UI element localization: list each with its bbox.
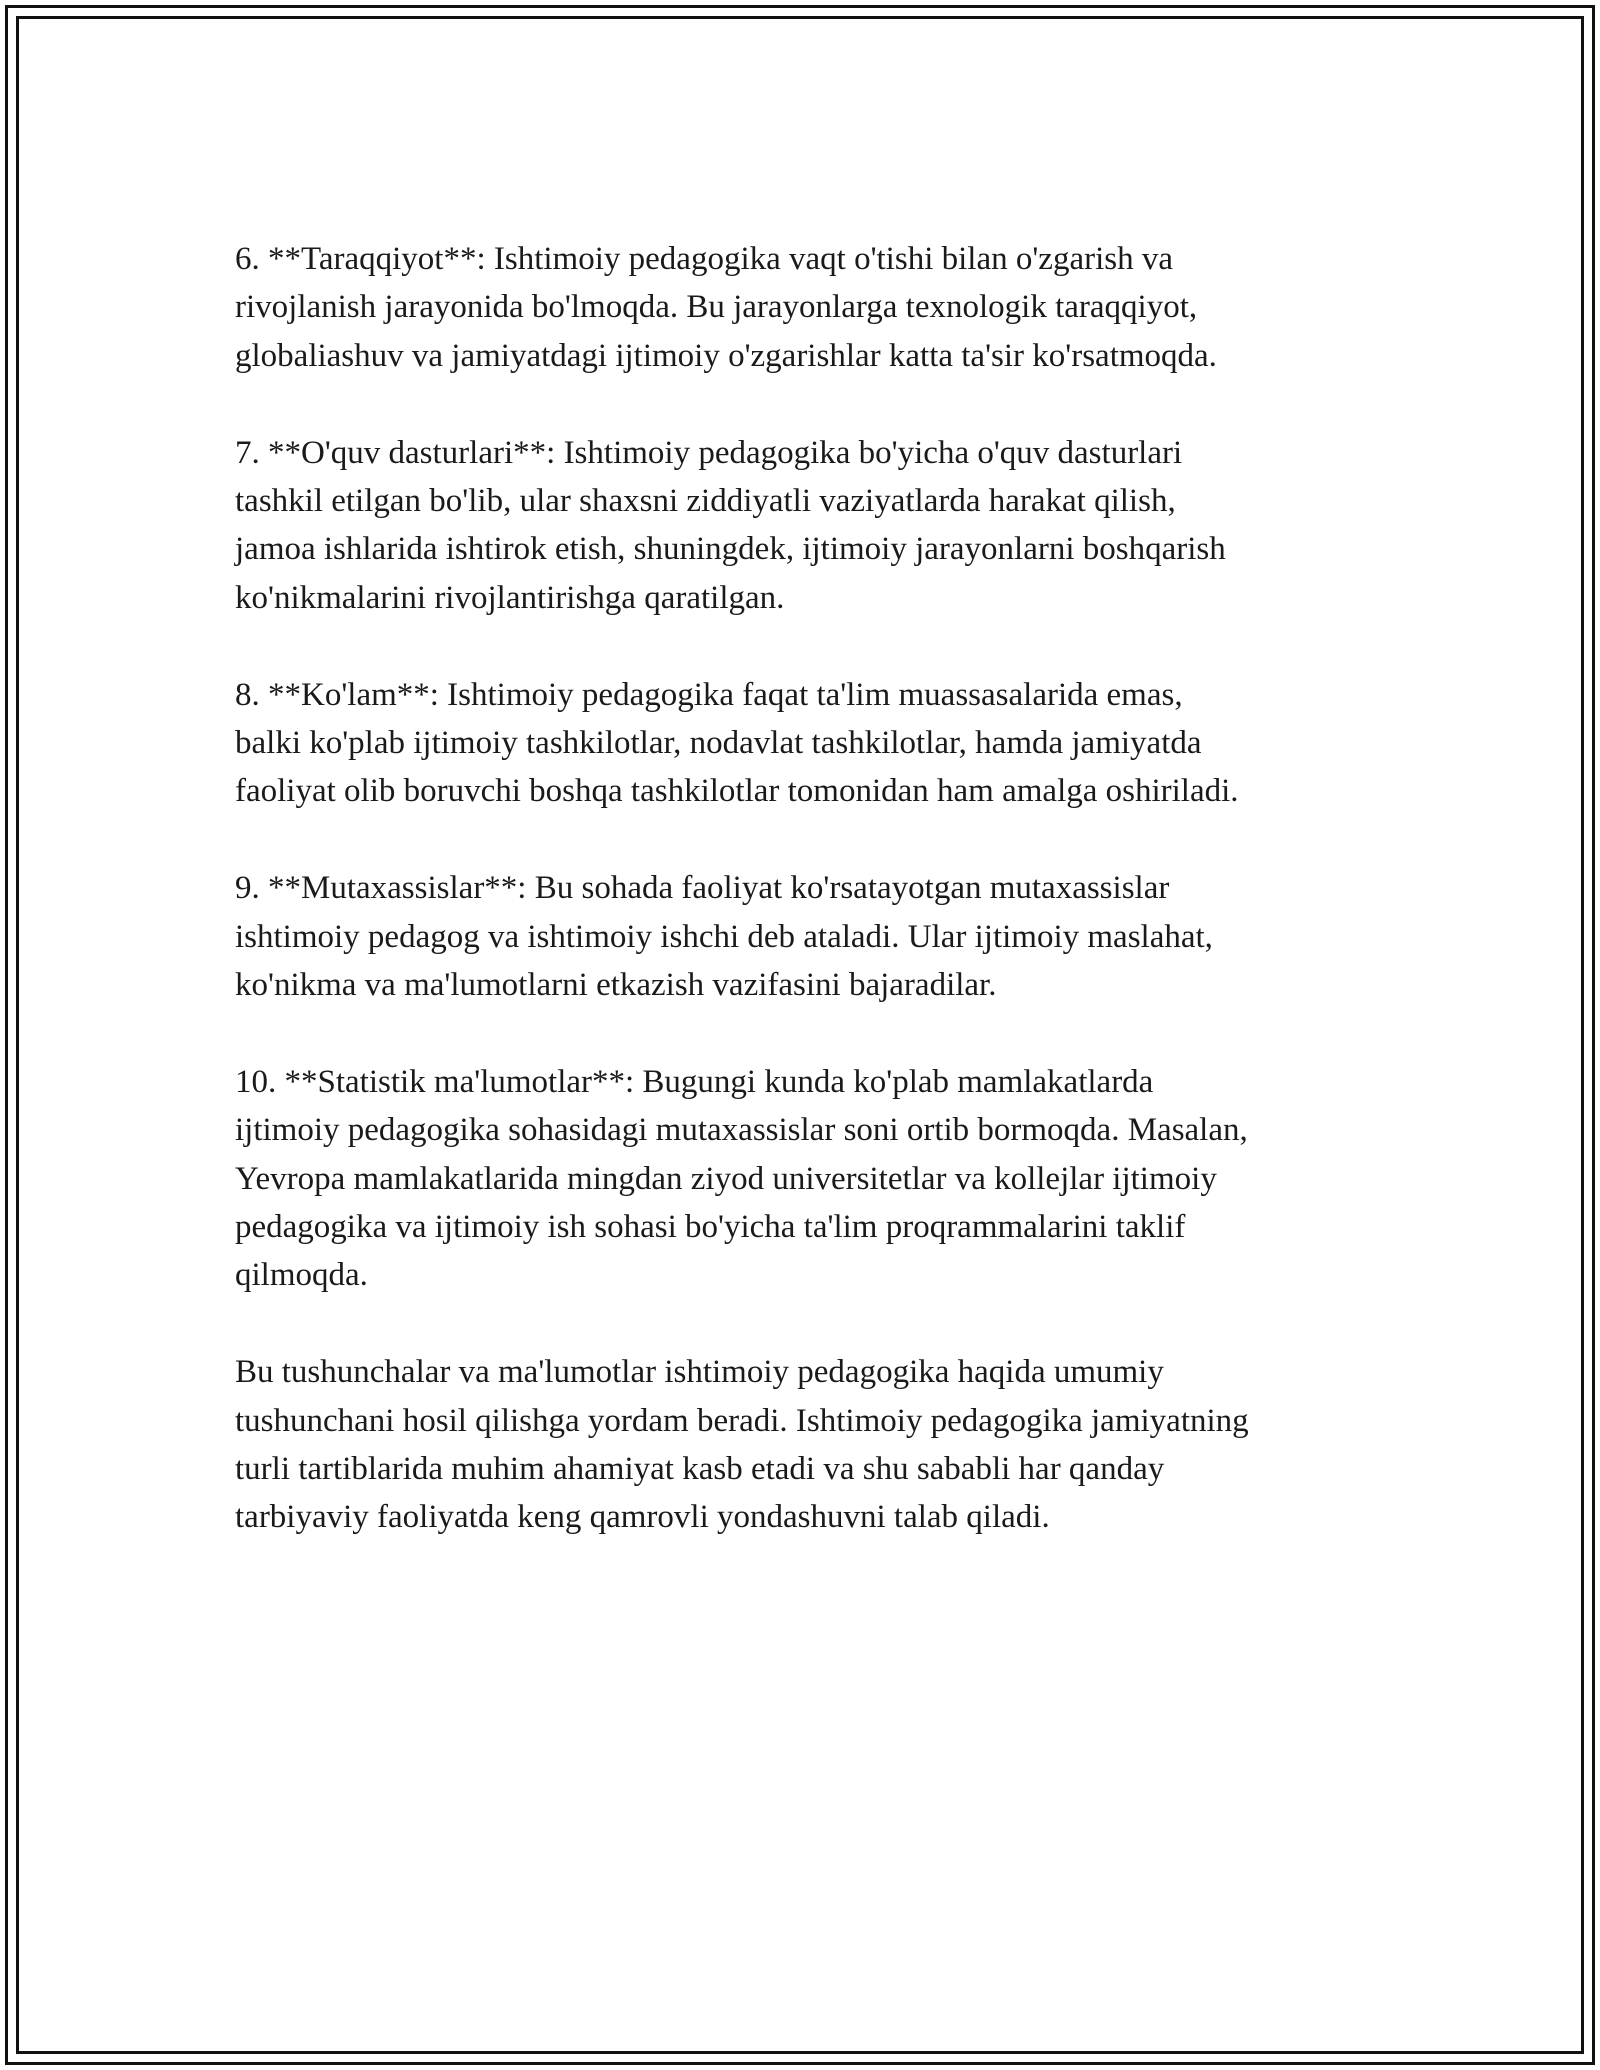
paragraph-conclusion: Bu tushunchalar va ma'lumotlar ishtimoiy pedagogika haqida umumiy tushunchani hosil qilishga yordam beradi. Ishtimoiy pedagogika jamiyatning turli tartiblarida muhim ahamiyat kasb etadi va shu sababli har qanday tarbiyaviy faoliyatda keng qamrovli yondashuvni talab qiladi. bbox=[235, 1354, 1249, 1536]
document-body bbox=[235, 235, 1395, 1542]
paragraph-oquv-dasturlari: 7. **O'quv dasturlari**: Ishtimoiy pedagogika bo'yicha o'quv dasturlari tashkil etilgan bo'lib, ular shaxsni ziddiyatli vaziyatlarda harakat qilish, jamoa ishlarida ishtirok etish, shuningdek, ijtimoiy jarayonlarni boshqarish ko'nikmalarini rivojlantirishga qaratilgan. bbox=[235, 434, 1226, 616]
paragraph-kolam: 8. **Ko'lam**: Ishtimoiy pedagogika faqat ta'lim muassasalarida emas, balki ko'plab ijtimoiy tashkilotlar, nodavlat tashkilotlar, hamda jamiyatda faoliyat olib boruvchi boshqa tashkilotlar tomonidan ham amalga oshiriladi. bbox=[235, 676, 1239, 810]
paragraph-taraqqiyot: 6. **Taraqqiyot**: Ishtimoiy pedagogika vaqt o'tishi bilan o'zgarish va rivojlanish jarayonida bo'lmoqda. Bu jarayonlarga texnologik taraqqiyot, globaliashuv va jamiyatdagi ijtimoiy o'zgarishlar katta ta'sir ko'rsatmoqda. bbox=[235, 241, 1217, 374]
paragraph-statistik-malumotlar: 10. **Statistik ma'lumotlar**: Bugungi kunda ko'plab mamlakatlarda ijtimoiy pedagogika sohasidagi mutaxassislar soni ortib bormoqda. Masalan, Yevropa mamlakatlarida mingdan ziyod universitetlar va kollejlar ijtimoiy pedagogika va ijtimoiy ish sohasi bo'yicha ta'lim proqrammalarini taklif qilmoqda. bbox=[235, 1063, 1248, 1294]
paragraph-mutaxassislar: 9. **Mutaxassislar**: Bu sohada faoliyat ko'rsatayotgan mutaxassislar ishtimoiy pedagog va ishtimoiy ishchi deb ataladi. Ular ijtimoiy maslahat, ko'nikma va ma'lumotlarni etkazish vazifasini bajaradilar. bbox=[235, 870, 1213, 1004]
